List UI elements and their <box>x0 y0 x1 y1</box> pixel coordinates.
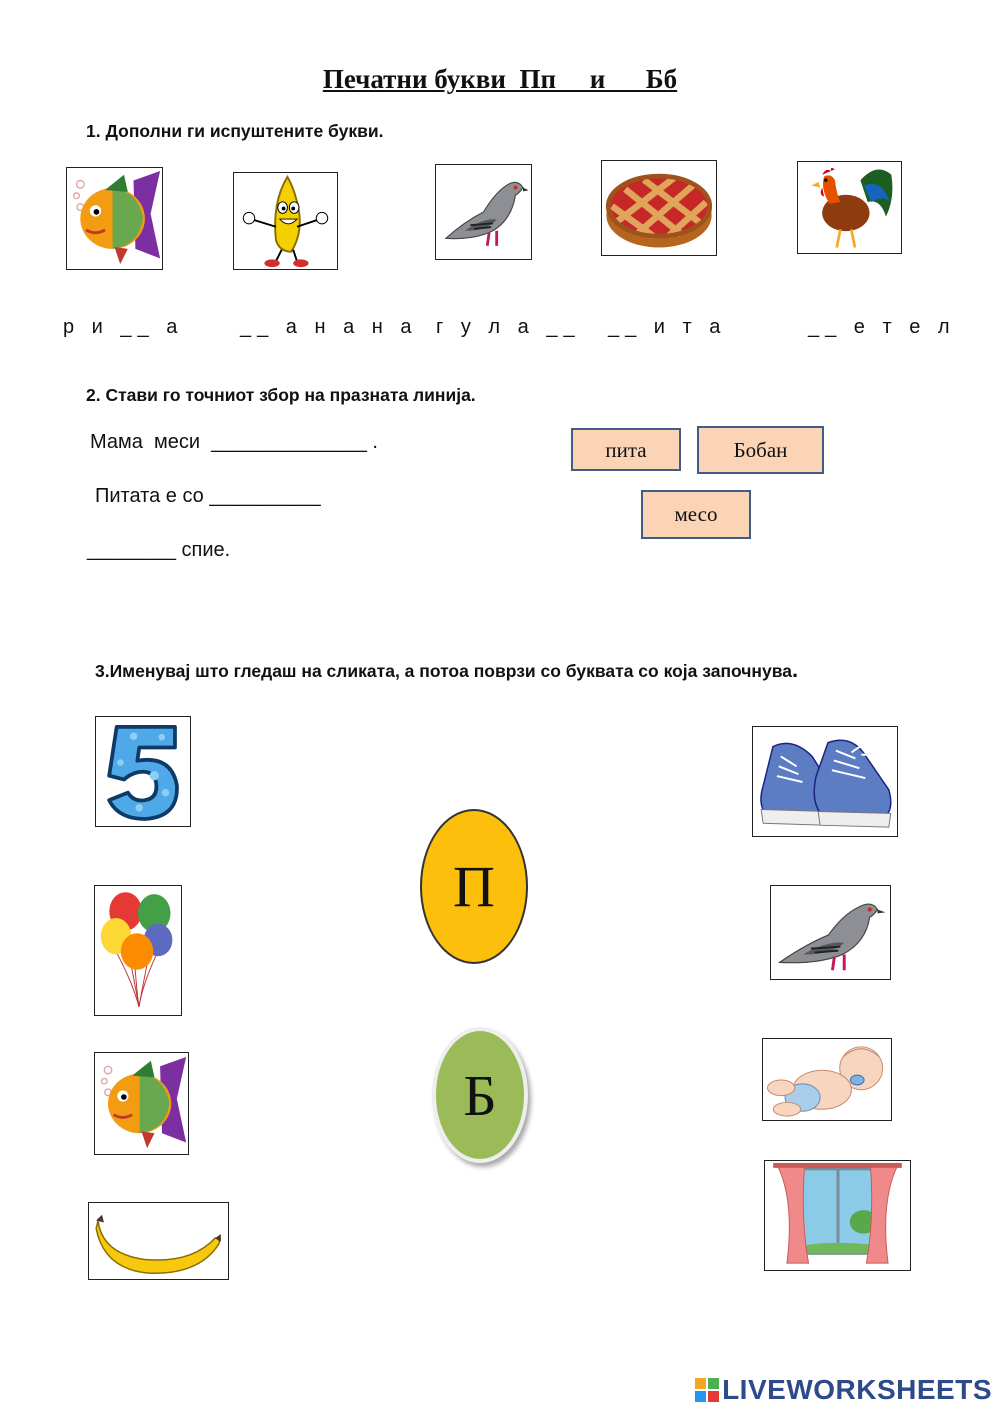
liveworksheets-logo <box>695 1374 992 1406</box>
liveworksheets-icon <box>695 1377 719 1401</box>
gap-word: р и __ а <box>63 316 184 338</box>
fish-picture <box>94 1052 189 1155</box>
task3-heading-period: . <box>792 657 799 682</box>
banana-picture <box>233 172 338 270</box>
banana-picture <box>88 1202 229 1280</box>
page-title: Печатни букви Пп и Бб <box>322 64 678 94</box>
balloons-picture <box>94 885 182 1016</box>
sneakers-picture <box>752 726 898 837</box>
gap-word: г у л а __ <box>436 316 581 338</box>
sentence-2: Питата е со __________ <box>95 485 321 507</box>
task3-heading-text: 3.Именувај што гледаш на сликата, а потоа поврзи со буквата со која започнува <box>95 661 792 681</box>
five-picture <box>95 716 191 827</box>
sentence-1: Мама меси ______________ . <box>90 431 378 453</box>
pigeon-picture <box>435 164 532 260</box>
fish-picture <box>66 167 163 270</box>
task1-heading: 1. Дополни ги испуштените букви. <box>86 121 384 141</box>
rooster-picture <box>797 161 902 254</box>
sentence-3: ________ спие. <box>87 539 231 561</box>
pigeon-picture <box>770 885 891 980</box>
gap-word: __ е т е л <box>808 316 956 338</box>
word-card-meso[interactable]: месо <box>641 490 751 539</box>
gap-word: __ а н а н а <box>240 316 418 338</box>
word-card-boban[interactable]: Бобан <box>697 426 824 474</box>
letter-b-oval[interactable]: Б <box>432 1027 528 1163</box>
gap-word: __ и т а <box>608 316 727 338</box>
letter-p-oval[interactable]: П <box>420 809 528 964</box>
baby-picture <box>762 1038 892 1121</box>
task2-heading: 2. Стави го точниот збор на празната линија. <box>86 385 476 405</box>
brand-text: LIVEWORKSHEETS <box>722 1374 992 1405</box>
task3-heading <box>95 657 798 683</box>
word-card-pita[interactable]: пита <box>571 428 681 471</box>
pie-picture <box>601 160 717 256</box>
window-picture <box>764 1160 911 1271</box>
